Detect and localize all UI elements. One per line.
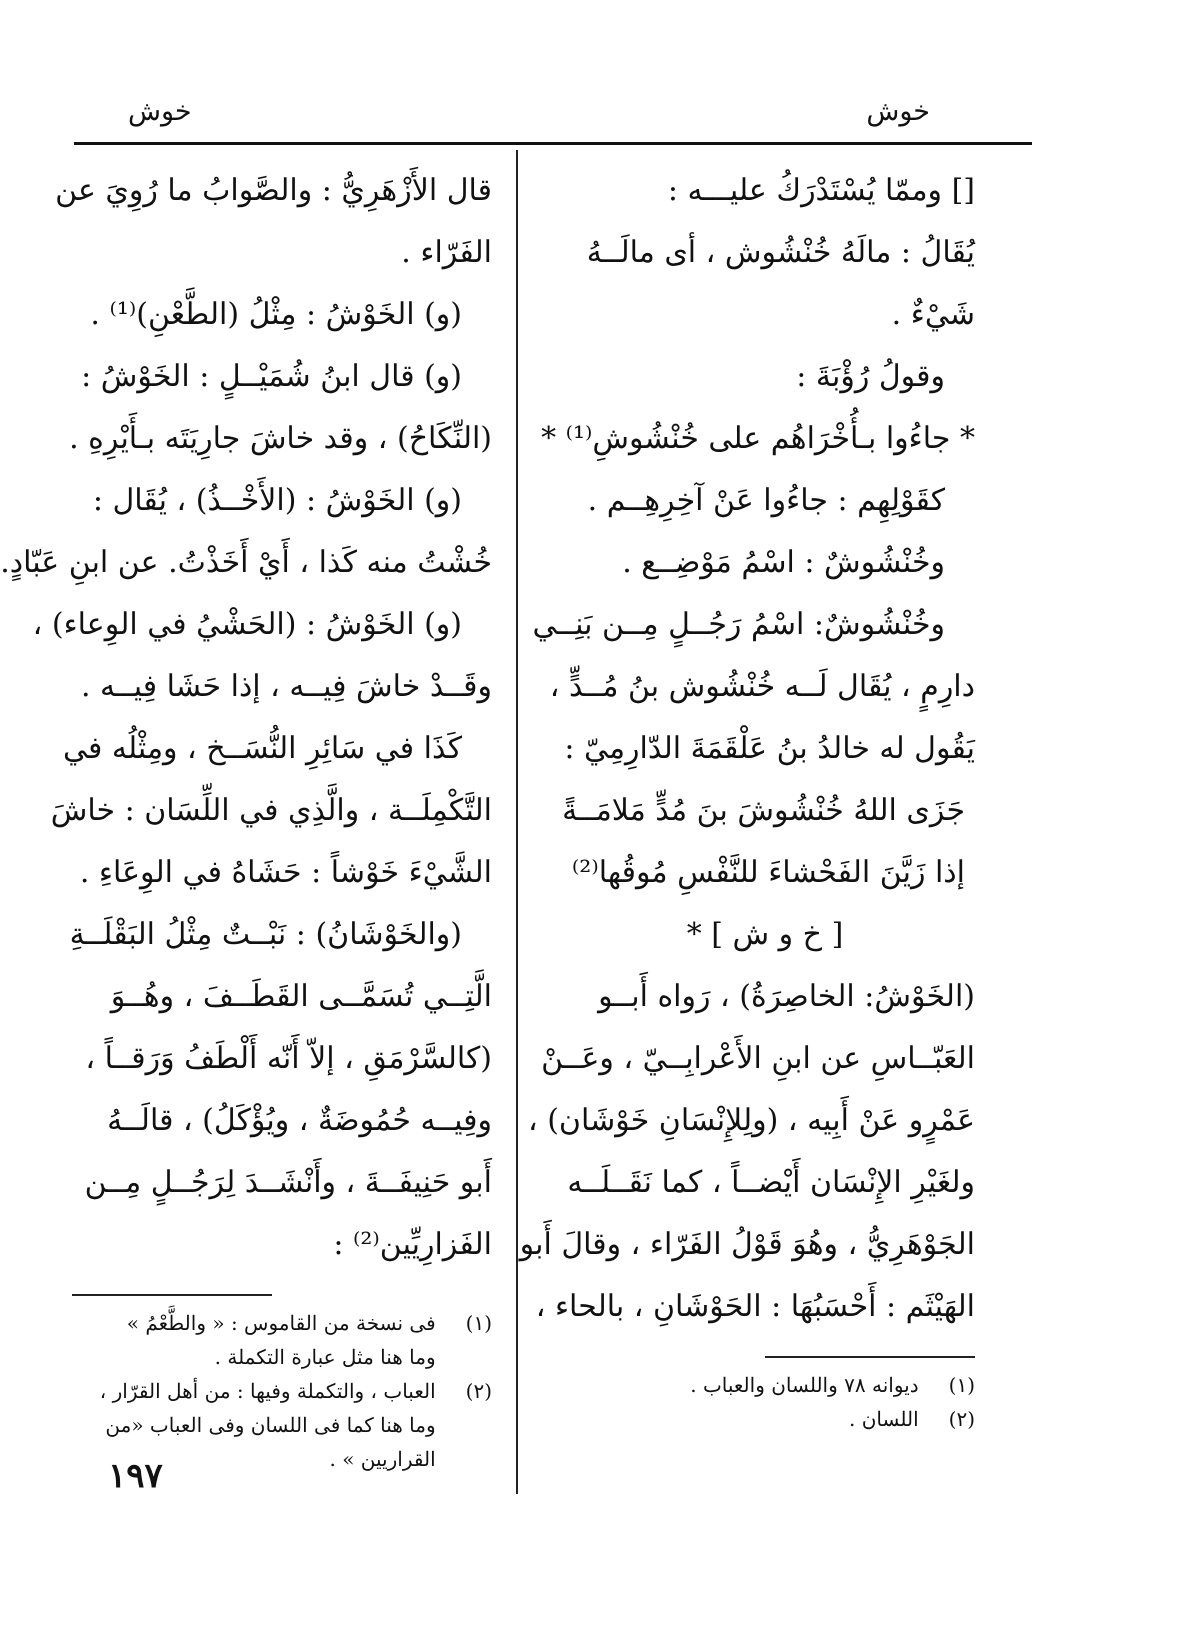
text-line: (كالسَّرْمَقِ ، إلاّ أَنّه أَلْطَفُ وَرَقــاً ، — [85, 1041, 492, 1076]
footnote — [72, 1306, 492, 1340]
poem-verse: إذا زَيَّنَ الفَحْشاءَ للنَّفْسِ مُوقُها⁽²⁾ — [571, 855, 965, 890]
text-line: (النِّكَاحُ) ، وقد خاشَ جارِيَتَه بـأَيْرِهِ . — [69, 421, 492, 456]
footnote-text: ديوانه ٧٨ واللسان والعباب . — [690, 1373, 919, 1397]
text-line: الهَيْثَم : أَحْسَبُهَا : الحَوْشَانِ ، بالحاء ، — [535, 1289, 975, 1324]
text-line: الجَوْهَرِيُّ ، وهُوَ قَوْلُ الفَرّاء ، وقالَ أَبو — [519, 1227, 975, 1262]
text-line: دارِمٍ ، يُقَال لَــه خُنْشُوش بنُ مُــدٍّ ، — [549, 669, 975, 704]
poem-verse: جَزَى اللهُ خُنْشُوشَ بنَ مُدٍّ مَلامَــةً — [562, 793, 965, 828]
footnote — [555, 1368, 975, 1402]
running-head-right: خوش — [866, 96, 930, 127]
footnote-text: وما هنا كما فى اللسان وفى العباب «من — [105, 1413, 436, 1437]
text-line: وفِيــه حُمُوضَةٌ ، ويُؤْكَلُ) ، قالَــهُ — [107, 1103, 492, 1138]
text-line: ولغَيْرِ الإِنْسَان أَيْضــاً ، كما نَقَــلَــه — [567, 1165, 975, 1200]
column-divider — [516, 150, 518, 1494]
text-line: وقَــدْ خاشَ فِيــه ، إذا حَشَا فِيــه . — [80, 669, 492, 704]
text-line: خُشْتُ منه كَذا ، أَيْ أَخَذْتُ. عن ابنِ عَبّادٍ. — [0, 545, 492, 580]
text-line: وخُنْشُوشٌ : اسْمُ مَوْضِــع . — [622, 545, 945, 580]
text-line: (و) الخَوْشُ : مِثْلُ (الطَّعْنِ)⁽¹⁾ . — [90, 297, 462, 332]
running-head-left: خوش — [128, 96, 192, 127]
footnote-number: (١) — [465, 1311, 492, 1335]
text-line: عَمْرٍو عَنْ أَبِيه ، (ولِلإِنْسَانِ خَوْشَان) ، — [528, 1103, 975, 1138]
footnote-text: وما هنا مثل عبارة التكملة . — [214, 1345, 436, 1369]
text-line: الشَّيْءَ خَوْشاً : حَشَاهُ في الوِعَاءِ . — [79, 855, 492, 890]
footnote-rule — [765, 1356, 975, 1358]
footnote-number: (٢) — [465, 1379, 492, 1403]
text-line: الَّتِــي تُسَمَّــى القَطَــفَ ، وهُــوَ — [110, 979, 492, 1014]
text-line: قال الأَزْهَرِيُّ : والصَّوابُ ما رُوِيَ عن — [55, 173, 492, 208]
text-line: الفَرّاء . — [401, 235, 492, 270]
text-line: [] وممّا يُسْتَدْرَكُ عليـــه : — [667, 173, 975, 208]
footnote — [72, 1374, 492, 1408]
text-line: التَّكْمِلَــة ، والَّذِي في اللِّسَان : خاشَ — [50, 793, 492, 828]
footnote-number: (١) — [948, 1373, 975, 1397]
footnote-text: اللسان . — [849, 1407, 919, 1431]
footnote — [72, 1408, 492, 1442]
text-line: (و) الخَوْشُ : (الحَشْيُ في الوِعاء) ، — [32, 607, 462, 642]
footnote — [555, 1402, 975, 1436]
text-line: كَذَا في سَائِرِ النُّسَــخ ، ومِثْلُه في — [63, 731, 462, 766]
text-line: (الخَوْشُ: الخاصِرَةُ) ، رَواه أَبــو — [598, 979, 975, 1014]
text-line: كقَوْلِهِم : جاءُوا عَنْ آخِرِهِــم . — [587, 483, 945, 518]
left-column — [0, 160, 492, 1476]
footnote-text: فى نسخة من القاموس : « والطَّعْمُ » — [126, 1311, 436, 1335]
footnote-text: العباب ، والتكملة وفيها : من أهل القرّار ، — [99, 1379, 436, 1403]
text-line: الفَزارِيِّين⁽²⁾ : — [333, 1227, 492, 1262]
footnote — [72, 1340, 492, 1374]
text-line: يُقَالُ : مالَهُ خُنْشُوش ، أى مالَــهُ — [586, 235, 975, 270]
text-line: أَبو حَنِيفَــةَ ، وأَنْشَــدَ لِرَجُــلٍ مِــن — [84, 1165, 492, 1200]
text-line: يَقُول له خالدُ بنُ عَلْقَمَةَ الدّارِمِيّ : — [564, 731, 975, 766]
footnote-text: القراريين » . — [329, 1447, 436, 1471]
footnote-rule — [72, 1294, 272, 1296]
section-title: [ خ و ش ] * — [686, 917, 844, 952]
text-line: * جاءُوا بـأُخْرَاهُم على خُنْشُوشِ⁽¹⁾ * — [541, 421, 975, 456]
text-line: شَيْءٌ . — [891, 297, 975, 332]
text-line: وخُنْشُوشٌ: اسْمُ رَجُــلٍ مِــن بَنِــي — [532, 607, 945, 642]
text-line: (والخَوْشَانُ) : نَبْــتٌ مِثْلُ البَقْلَــةِ — [69, 917, 462, 952]
text-line: (و) قال ابنُ شُمَيْــلٍ : الخَوْشُ : — [81, 359, 462, 394]
footnote-number: (٢) — [948, 1407, 975, 1431]
header-rule — [74, 142, 1032, 145]
right-column — [519, 160, 975, 1436]
text-line: (و) الخَوْشُ : (الأَخْــذُ) ، يُقَال : — [92, 483, 462, 518]
page-number: ١٩٧ — [108, 1456, 163, 1496]
text-line: العَبّــاسِ عن ابنِ الأَعْرابِــيّ ، وعَــنْ — [541, 1041, 975, 1076]
text-line: وقولُ رُؤْبَةَ : — [796, 359, 945, 394]
